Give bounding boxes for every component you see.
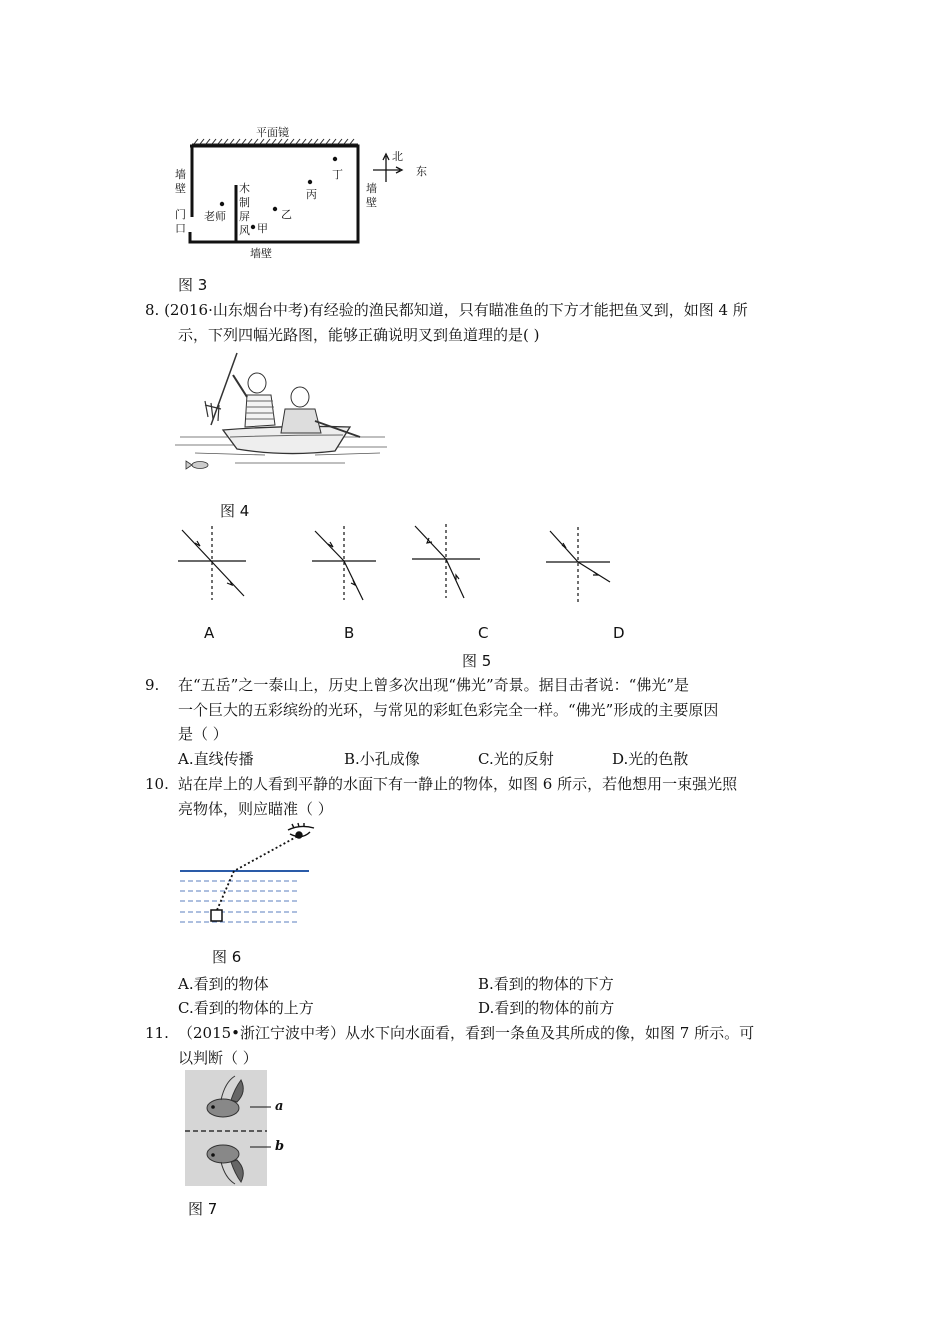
- eye-icon: [288, 823, 314, 838]
- yi-dot: [273, 207, 277, 211]
- fish-a-label: a: [275, 1099, 284, 1114]
- q9-option-d: D.光的色散: [612, 750, 689, 768]
- ray-diagram-d: [546, 527, 610, 602]
- teacher-dot: [220, 202, 224, 206]
- ray-diagrams: [170, 522, 620, 607]
- fig5-caption: 图 5: [462, 652, 492, 670]
- q9-line2: 一个巨大的五彩缤纷的光环，与常见的彩虹色彩完全一样。“佛光”形成的主要原因: [178, 701, 719, 719]
- option-d-label: D: [613, 624, 625, 642]
- q10-option-d: D.看到的物体的前方: [478, 999, 615, 1017]
- q11-number: 11.: [145, 1024, 169, 1042]
- q9-line3: 是（ ）: [178, 725, 228, 743]
- screen-label-3: 屏: [239, 210, 250, 223]
- fig3-caption: 图 3: [178, 276, 208, 294]
- screen-label-4: 风: [239, 224, 250, 237]
- q9-option-a: A.直线传播: [178, 750, 254, 768]
- screen-label-1: 木: [239, 182, 250, 195]
- q10-option-a: A.看到的物体: [178, 975, 269, 993]
- option-a-label: A: [204, 624, 215, 642]
- option-c-label: C: [478, 624, 489, 642]
- screen-label-2: 制: [239, 196, 250, 209]
- north-label: 北: [392, 150, 403, 163]
- q9-line1: 在“五岳”之一泰山上，历史上曾多次出现“佛光”奇景。据目击者说：“佛光”是: [178, 676, 690, 694]
- door-label: 门口: [175, 208, 186, 235]
- q8-line2: 示，下列四幅光路图，能够正确说明叉到鱼道理的是( ): [178, 326, 540, 344]
- q10-line1: 站在岸上的人看到平静的水面下有一静止的物体，如图 6 所示，若他想用一束强光照: [178, 775, 738, 793]
- ding-label: 丁: [332, 168, 343, 181]
- q10-line2: 亮物体，则应瞄准（ ）: [178, 800, 333, 818]
- ray-diagram-a: [178, 526, 246, 600]
- ding-dot: [333, 157, 337, 161]
- q11-line2: 以判断（ ）: [178, 1049, 258, 1067]
- bing-label: 丙: [306, 188, 317, 201]
- fisherman-boat-sketch: [175, 345, 390, 475]
- bing-dot: [308, 180, 312, 184]
- q10-option-b: B.看到的物体的下方: [478, 975, 614, 993]
- room-walls-right: [190, 146, 358, 242]
- submerged-object: [211, 910, 222, 921]
- figure-7: [185, 1070, 295, 1188]
- fish-b-label: b: [275, 1139, 285, 1154]
- figure-4: [175, 345, 390, 475]
- jia-dot: [251, 225, 255, 229]
- q10-number: 10.: [145, 775, 169, 793]
- q9-option-b: B.小孔成像: [344, 750, 420, 768]
- yi-label: 乙: [281, 208, 292, 221]
- q11-line1: （2015•浙江宁波中考）从水下向水面看，看到一条鱼及其所成的像，如图 7 所示。可: [178, 1024, 755, 1042]
- fig6-caption: 图 6: [212, 948, 242, 966]
- q10-option-c: C.看到的物体的上方: [178, 999, 314, 1017]
- wall-left-label: 墙壁: [175, 168, 186, 195]
- figure-3: [160, 122, 450, 267]
- fish-reflection-diagram: [185, 1070, 295, 1188]
- figure-5: [170, 522, 620, 607]
- ray-diagram-c: [412, 524, 480, 598]
- figure-6: [176, 822, 316, 927]
- q9-number: 9.: [145, 676, 160, 694]
- east-label: 东: [416, 165, 427, 178]
- teacher-label: 老师: [204, 210, 226, 223]
- jia-label: 甲: [257, 222, 268, 235]
- room-diagram: [160, 122, 450, 267]
- wall-right-label: 墙壁: [366, 182, 377, 209]
- option-b-label: B: [344, 624, 355, 642]
- wall-bottom-label: 墙壁: [250, 247, 272, 260]
- q9-option-c: C.光的反射: [478, 750, 554, 768]
- fig7-caption: 图 7: [188, 1200, 218, 1218]
- ray-diagram-b: [312, 526, 376, 600]
- fig4-caption: 图 4: [220, 502, 250, 520]
- water-object-diagram: [176, 822, 316, 927]
- mirror-label: 平面镜: [256, 126, 289, 139]
- q8-line1: 8. (2016·山东烟台中考)有经验的渔民都知道，只有瞄准鱼的下方才能把鱼叉到，如图 4 所: [145, 301, 748, 319]
